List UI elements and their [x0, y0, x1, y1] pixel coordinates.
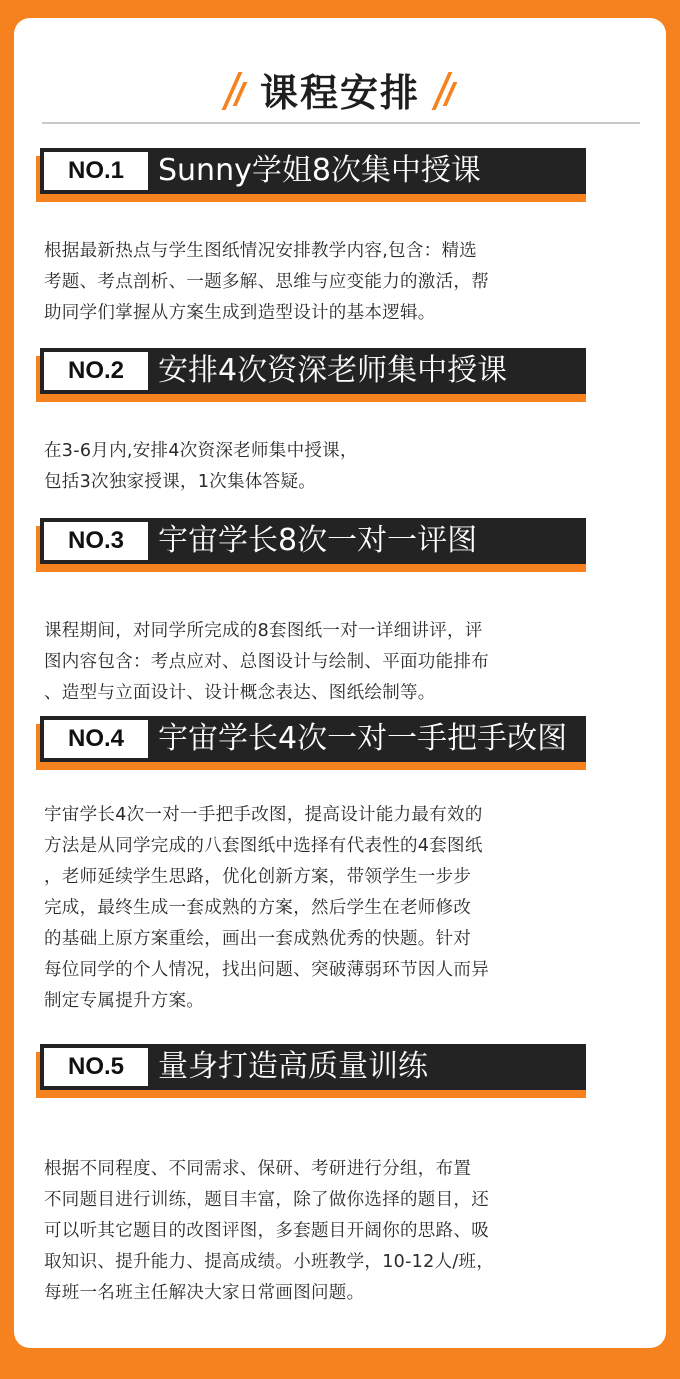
section-5-heading: 量身打造高质量训练: [158, 1049, 428, 1084]
section-3-body: [44, 616, 632, 709]
section-4-line: ，老师延续学生思路，优化创新方案，带领学生一步步: [44, 867, 472, 887]
section-4-line: 的基础上原方案重绘，画出一套成熟优秀的快题。针对: [44, 929, 472, 949]
section-4-line: 完成，最终生成一套成熟的方案，然后学生在老师修改: [44, 898, 472, 918]
section-3-line: 课程期间，对同学所完成的8套图纸一对一详细讲评，评: [44, 621, 483, 641]
page-title: 课程安排: [259, 71, 420, 115]
section-2-line: 在3-6月内,安排4次资深老师集中授课，: [44, 441, 358, 461]
section-4-line: 每位同学的个人情况，找出问题、突破薄弱环节因人而异: [44, 960, 489, 980]
section-1-body: [44, 236, 632, 329]
title-divider: [42, 122, 640, 124]
section-5-line: 根据不同程度、不同需求、保研、考研进行分组，布置: [44, 1159, 472, 1179]
section-5-line: 可以听其它题目的改图评图，多套题目开阔你的思路、吸: [44, 1221, 489, 1241]
section-3-line: 图内容包含：考点应对、总图设计与绘制、平面功能排布: [44, 652, 489, 672]
slash-decoration-right-icon: [435, 68, 455, 112]
section-1-line: 考题、考点剖析、一题多解、思维与应变能力的激活，帮: [44, 272, 489, 292]
section-4-body: [44, 800, 632, 1017]
slash-decoration-left-icon: [225, 68, 245, 112]
content-card: [14, 18, 666, 1348]
section-4-line: 方法是从同学完成的八套图纸中选择有代表性的4套图纸: [44, 836, 483, 856]
section-1-line: 根据最新热点与学生图纸情况安排教学内容,包含：精选: [44, 241, 478, 261]
section-3-number: NO.3: [44, 522, 148, 560]
section-4-line: 制定专属提升方案。: [44, 991, 205, 1011]
section-5-body: [44, 1154, 632, 1309]
section-4-number: NO.4: [44, 720, 148, 758]
section-5-line: 每班一名班主任解决大家日常画图问题。: [44, 1283, 365, 1303]
section-3-line: 、造型与立面设计、设计概念表达、图纸绘制等。: [44, 683, 436, 703]
title-area: [14, 62, 666, 117]
section-4-heading: 宇宙学长4次一对一手把手改图: [158, 721, 568, 756]
section-4-line: 宇宙学长4次一对一手把手改图，提高设计能力最有效的: [44, 805, 483, 825]
section-5-line: 不同题目进行训练，题目丰富，除了做你选择的题目，还: [44, 1190, 489, 1210]
section-2-line: 包括3次独家授课，1次集体答疑。: [44, 472, 317, 492]
section-3-heading: 宇宙学长8次一对一评图: [158, 523, 478, 558]
section-2-number: NO.2: [44, 352, 148, 390]
section-1-line: 助同学们掌握从方案生成到造型设计的基本逻辑。: [44, 303, 436, 323]
section-2-body: [44, 436, 632, 498]
section-2-heading: 安排4次资深老师集中授课: [158, 353, 508, 388]
section-1-heading: Sunny学姐8次集中授课: [158, 153, 481, 188]
section-5-line: 取知识、提升能力、提高成绩。小班教学，10-12人/班，: [44, 1252, 495, 1272]
section-5-number: NO.5: [44, 1048, 148, 1086]
section-1-number: NO.1: [44, 152, 148, 190]
